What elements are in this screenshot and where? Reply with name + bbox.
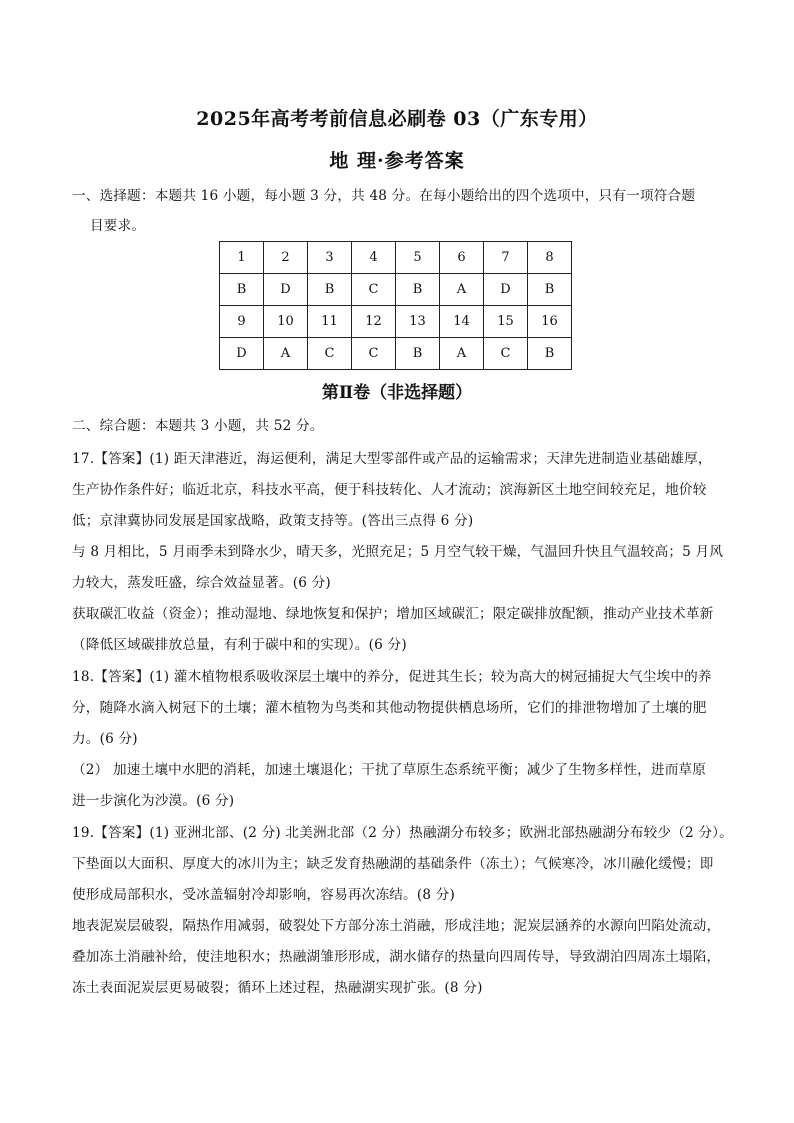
- table-cell: 9: [220, 306, 264, 338]
- answer-line: 进一步演化为沙漠。(6 分): [72, 793, 235, 809]
- answer-table: [219, 241, 572, 370]
- table-cell: 14: [440, 306, 484, 338]
- answer-line: 获取碳汇收益（资金）；推动湿地、绿地恢复和保护；增加区域碳汇；限定碳排放配额，推动产业技术革新: [72, 606, 714, 622]
- part2-heading: 第Ⅱ卷（非选择题）: [321, 383, 473, 403]
- table-cell: B: [396, 274, 440, 306]
- table-cell: D: [220, 338, 264, 370]
- table-cell: D: [484, 274, 528, 306]
- table-cell: 1: [220, 242, 264, 274]
- table-cell: A: [440, 338, 484, 370]
- answer-line: 18.【答案】(1) 灌木植物根系吸收深层土壤中的养分，促进其生长；较为高大的树冠捕捉大气尘埃中的养: [72, 669, 712, 685]
- table-cell: C: [484, 338, 528, 370]
- part1-instruction-cont: 目要求。: [90, 218, 146, 234]
- table-cell: 4: [352, 242, 396, 274]
- table-row: [220, 306, 572, 338]
- table-cell: 3: [308, 242, 352, 274]
- table-cell: 5: [396, 242, 440, 274]
- page-title: 2025年高考考前信息必刷卷 03（广东专用）: [196, 108, 598, 130]
- table-cell: B: [220, 274, 264, 306]
- answer-line: 力较大，蒸发旺盛，综合效益显著。(6 分): [72, 575, 331, 591]
- table-cell: C: [308, 338, 352, 370]
- answer-line: 使形成局部积水，受冰盖辐射冷却影响，容易再次冻结。(8 分): [72, 887, 456, 903]
- table-cell: 8: [528, 242, 572, 274]
- answer-line: 生产协作条件好；临近北京，科技水平高，便于科技转化、人才流动；滨海新区土地空间较充足，地价较: [72, 482, 707, 498]
- answer-line: 低；京津冀协同发展是国家战略，政策支持等。(答出三点得 6 分): [72, 513, 474, 529]
- table-cell: C: [352, 338, 396, 370]
- table-row: [220, 274, 572, 306]
- table-cell: A: [264, 338, 308, 370]
- answer-line: 与 8 月相比，5 月雨季未到降水少，晴天多，光照充足；5 月空气较干燥，气温回升快且气温较高；5 月风: [72, 544, 724, 560]
- table-row: [220, 338, 572, 370]
- table-cell: B: [528, 338, 572, 370]
- answer-line: 分，随降水滴入树冠下的土壤；灌木植物为鸟类和其他动物提供栖息场所，它们的排泄物增加了土壤的肥: [72, 700, 707, 716]
- answer-line: 力。(6 分): [72, 731, 138, 747]
- answer-line: （降低区域碳排放总量，有利于碳中和的实现）。(6 分): [72, 637, 407, 653]
- table-cell: C: [352, 274, 396, 306]
- table-cell: D: [264, 274, 308, 306]
- table-cell: 15: [484, 306, 528, 338]
- part1-instruction: 一、选择题：本题共 16 小题，每小题 3 分，共 48 分。在每小题给出的四个选项中，只有一项符合题: [72, 188, 696, 204]
- answer-line: 17.【答案】(1) 距天津港近，海运便利，满足大型零部件或产品的运输需求；天津先进制造业基础雄厚，: [72, 451, 712, 467]
- table-cell: B: [528, 274, 572, 306]
- answer-line: 下垫面以大面积、厚度大的冰川为主；缺乏发育热融湖的基础条件（冻土）；气候寒冷，冰川融化缓慢；即: [72, 856, 714, 872]
- table-row: [220, 242, 572, 274]
- answer-line: 冻土表面泥炭层更易破裂；循环上述过程，热融湖实现扩张。(8 分): [72, 980, 483, 996]
- table-cell: 13: [396, 306, 440, 338]
- table-cell: 6: [440, 242, 484, 274]
- table-cell: 11: [308, 306, 352, 338]
- table-cell: B: [308, 274, 352, 306]
- table-cell: 2: [264, 242, 308, 274]
- table-cell: 10: [264, 306, 308, 338]
- answer-line: 19.【答案】(1) 亚洲北部、(2 分) 北美洲北部（2 分）热融湖分布较多；欧洲北部热融湖分布较少（2 分）。: [72, 825, 733, 841]
- part2-instruction: 二、综合题：本题共 3 小题，共 52 分。: [72, 418, 324, 434]
- table-cell: 7: [484, 242, 528, 274]
- answer-line: 地表泥炭层破裂，隔热作用减弱，破裂处下方部分冻土消融，形成洼地；泥炭层涵养的水源向凹陷处流动，: [72, 918, 721, 934]
- answer-line: 叠加冻土消融补给，使洼地积水；热融湖雏形形成，湖水储存的热量向四周传导，导致湖泊四周冻土塌陷，: [72, 949, 721, 965]
- table-cell: B: [396, 338, 440, 370]
- page-subtitle: 地 理·参考答案: [329, 150, 465, 172]
- table-cell: A: [440, 274, 484, 306]
- table-cell: 16: [528, 306, 572, 338]
- answer-line: （2） 加速土壤中水肥的消耗，加速土壤退化；干扰了草原生态系统平衡；减少了生物多样性，进而草原: [72, 762, 707, 778]
- table-cell: 12: [352, 306, 396, 338]
